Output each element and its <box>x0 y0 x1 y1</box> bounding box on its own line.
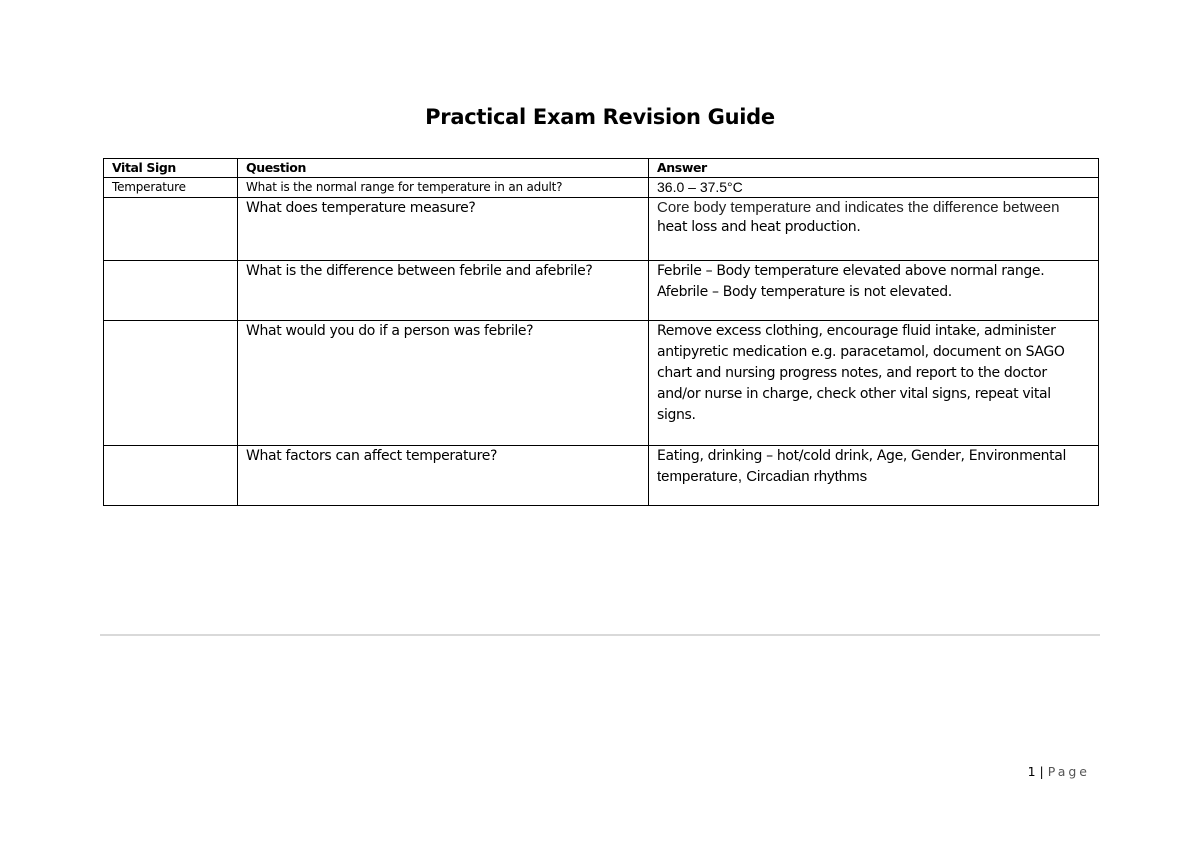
table-header-row <box>104 159 1099 178</box>
header-vital-sign: Vital Sign <box>104 159 238 178</box>
vital-sign-cell <box>104 321 238 446</box>
question-cell: What is the normal range for temperature in an adult? <box>238 178 649 198</box>
revision-table <box>103 158 1099 506</box>
table-row <box>104 446 1099 506</box>
page-label: Page <box>1047 764 1090 779</box>
vital-sign-cell: Temperature <box>104 178 238 198</box>
table-row <box>104 178 1099 198</box>
answer-cell <box>649 446 1099 506</box>
vital-sign-cell <box>104 261 238 321</box>
answer-line: Eating, drinking – hot/cold drink, Age, Gender, Environmental <box>657 448 1067 464</box>
question-cell: What does temperature measure? <box>238 198 649 261</box>
table-row <box>104 321 1099 446</box>
question-cell: What would you do if a person was febrile? <box>238 321 649 446</box>
page-title: Practical Exam Revision Guide <box>425 105 775 129</box>
question-cell: What is the difference between febrile and afebrile? <box>238 261 649 321</box>
table-row <box>104 261 1099 321</box>
vital-sign-cell <box>104 198 238 261</box>
answer-line: Afebrile – Body temperature is not elevated. <box>657 284 952 300</box>
answer-line: heat loss and heat production. <box>657 219 861 235</box>
answer-line: Febrile – Body temperature elevated above normal range. <box>657 263 1045 279</box>
answer-cell <box>649 198 1099 261</box>
footer-divider <box>100 634 1100 636</box>
answer-cell: Remove excess clothing, encourage fluid intake, administer antipyretic medication e.g. paracetamol, document on SAGO chart and nursing progress notes, and report to the doctor and/or nurse in charge, check other vital signs, repeat vital signs. <box>649 321 1099 446</box>
answer-line: temperature, Circadian rhythms <box>657 468 868 485</box>
page-number: 1 <box>1027 764 1036 779</box>
header-question: Question <box>238 159 649 178</box>
table-row <box>104 198 1099 261</box>
answer-cell: 36.0 – 37.5°C <box>649 178 1099 198</box>
answer-cell <box>649 261 1099 321</box>
header-answer: Answer <box>649 159 1099 178</box>
question-cell: What factors can affect temperature? <box>238 446 649 506</box>
vital-sign-cell <box>104 446 238 506</box>
answer-line: Core body temperature and indicates the difference between <box>657 199 1060 216</box>
footer-separator: | <box>1039 764 1044 779</box>
page-footer <box>1028 764 1090 779</box>
